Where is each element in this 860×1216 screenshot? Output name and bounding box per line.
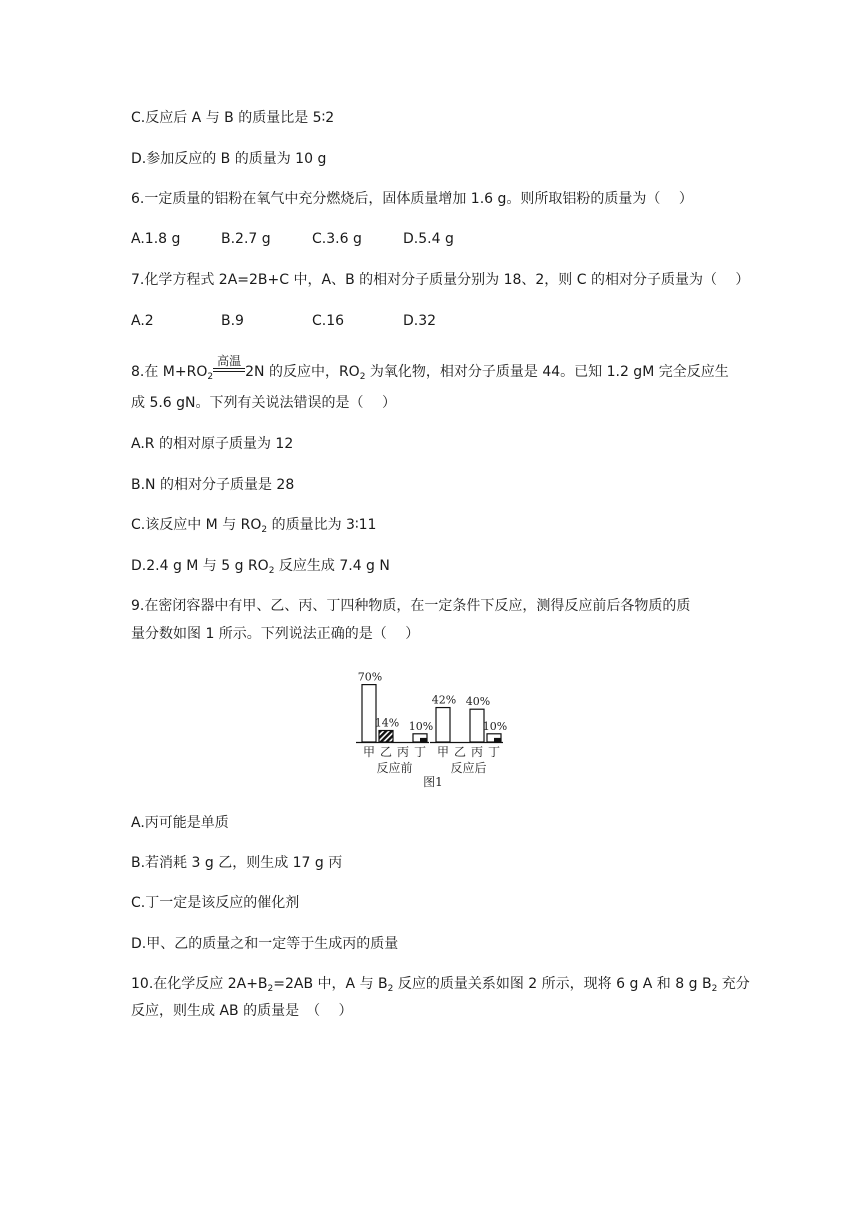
reaction-condition: 高温 bbox=[213, 362, 245, 382]
tick-label-反应后-甲: 甲 bbox=[436, 745, 450, 759]
q7-option-d: D.32 bbox=[403, 313, 437, 329]
data-label-反应后-甲: 42% bbox=[431, 693, 457, 707]
tick-label-反应后-乙: 乙 bbox=[453, 745, 467, 759]
q8-option-a: A.R 的相对原子质量为 12 bbox=[131, 436, 294, 452]
q7-option-c: C.16 bbox=[312, 313, 345, 329]
q7-stem: 7.化学方程式 2A=2B+C 中，A、B 的相对分子质量分别为 18、2，则 C 的相对分子质量为（ ） bbox=[131, 272, 750, 288]
figure-1-bar-chart bbox=[348, 660, 518, 788]
q6-option-a: A.1.8 g bbox=[131, 231, 181, 247]
tick-label-反应前-乙: 乙 bbox=[379, 745, 393, 759]
q5-option-c: C.反应后 A 与 B 的质量比是 5∶2 bbox=[131, 110, 335, 126]
q9-stem-line1: 9.在密闭容器中有甲、乙、丙、丁四种物质，在一定条件下反应，测得反应前后各物质的质 bbox=[131, 598, 691, 614]
q9-option-c: C.丁一定是该反应的催化剂 bbox=[131, 895, 300, 911]
bar-fill-反应前-丁 bbox=[420, 738, 427, 742]
q6-option-c: C.3.6 g bbox=[312, 231, 362, 247]
tick-label-反应前-甲: 甲 bbox=[362, 745, 376, 759]
q10-stem-line1: 10.在化学反应 $2A+B_2=2AB$ 中，A 与 $B_2$ 反应的质量关系如图 2 所示，现将 6 g A 和 8 g $B_2$ 充分 bbox=[131, 976, 750, 994]
q6-option-d: D.5.4 g bbox=[403, 231, 454, 247]
q7-option-b: B.9 bbox=[221, 313, 244, 329]
chart-title: 图1 bbox=[423, 775, 443, 788]
bar-反应前-甲 bbox=[362, 685, 376, 742]
tick-label-反应后-丙: 丙 bbox=[470, 745, 484, 759]
bar-反应前-乙 bbox=[379, 731, 393, 742]
q6-stem: 6.一定质量的铝粉在氧气中充分燃烧后，固体质量增加 1.6 g。则所取铝粉的质量为（ ） bbox=[131, 191, 693, 207]
q9-option-b: B.若消耗 3 g 乙，则生成 17 g 丙 bbox=[131, 855, 343, 871]
data-label-反应前-丁: 10% bbox=[408, 719, 434, 733]
q9-option-d: D.甲、乙的质量之和一定等于生成丙的质量 bbox=[131, 936, 399, 952]
data-label-反应前-乙: 14% bbox=[374, 716, 400, 730]
group-label-反应前: 反应前 bbox=[376, 761, 413, 775]
q8-stem-line1: 8.在 $M+RO_2$ 高温 2N 的反应中，$RO_2$ 为氧化物，相对分子质量是 44。已知 1.2 gM 完全反应生 bbox=[131, 354, 729, 382]
data-label-反应前-甲: 70% bbox=[357, 670, 383, 684]
data-label-反应后-丁: 10% bbox=[482, 719, 508, 733]
q10-stem-line2: 反应，则生成 AB 的质量是 （ ） bbox=[131, 1003, 353, 1019]
tick-label-反应前-丙: 丙 bbox=[396, 745, 410, 759]
bar-反应后-甲 bbox=[436, 708, 450, 742]
q6-option-b: B.2.7 g bbox=[221, 231, 271, 247]
q8-stem-line2: 成 5.6 gN。下列有关说法错误的是（ ） bbox=[131, 395, 396, 411]
q8-option-c: C.该反应中 M 与 $RO_2$ 的质量比为 3∶11 bbox=[131, 517, 377, 535]
tick-label-反应后-丁: 丁 bbox=[487, 745, 501, 759]
q7-option-a: A.2 bbox=[131, 313, 154, 329]
q8-option-d: D.2.4 g M 与 5 g $RO_2$ 反应生成 7.4 g N bbox=[131, 558, 390, 576]
tick-label-反应前-丁: 丁 bbox=[413, 745, 427, 759]
q9-option-a: A.丙可能是单质 bbox=[131, 815, 229, 831]
q5-option-d: D.参加反应的 B 的质量为 10 g bbox=[131, 151, 327, 167]
data-label-反应后-丙: 40% bbox=[465, 695, 491, 709]
q9-stem-line2: 量分数如图 1 所示。下列说法正确的是（ ） bbox=[131, 626, 420, 642]
bar-fill-反应后-丁 bbox=[494, 738, 501, 742]
q8-option-b: B.N 的相对分子质量是 28 bbox=[131, 477, 295, 493]
group-label-反应后: 反应后 bbox=[450, 761, 487, 775]
